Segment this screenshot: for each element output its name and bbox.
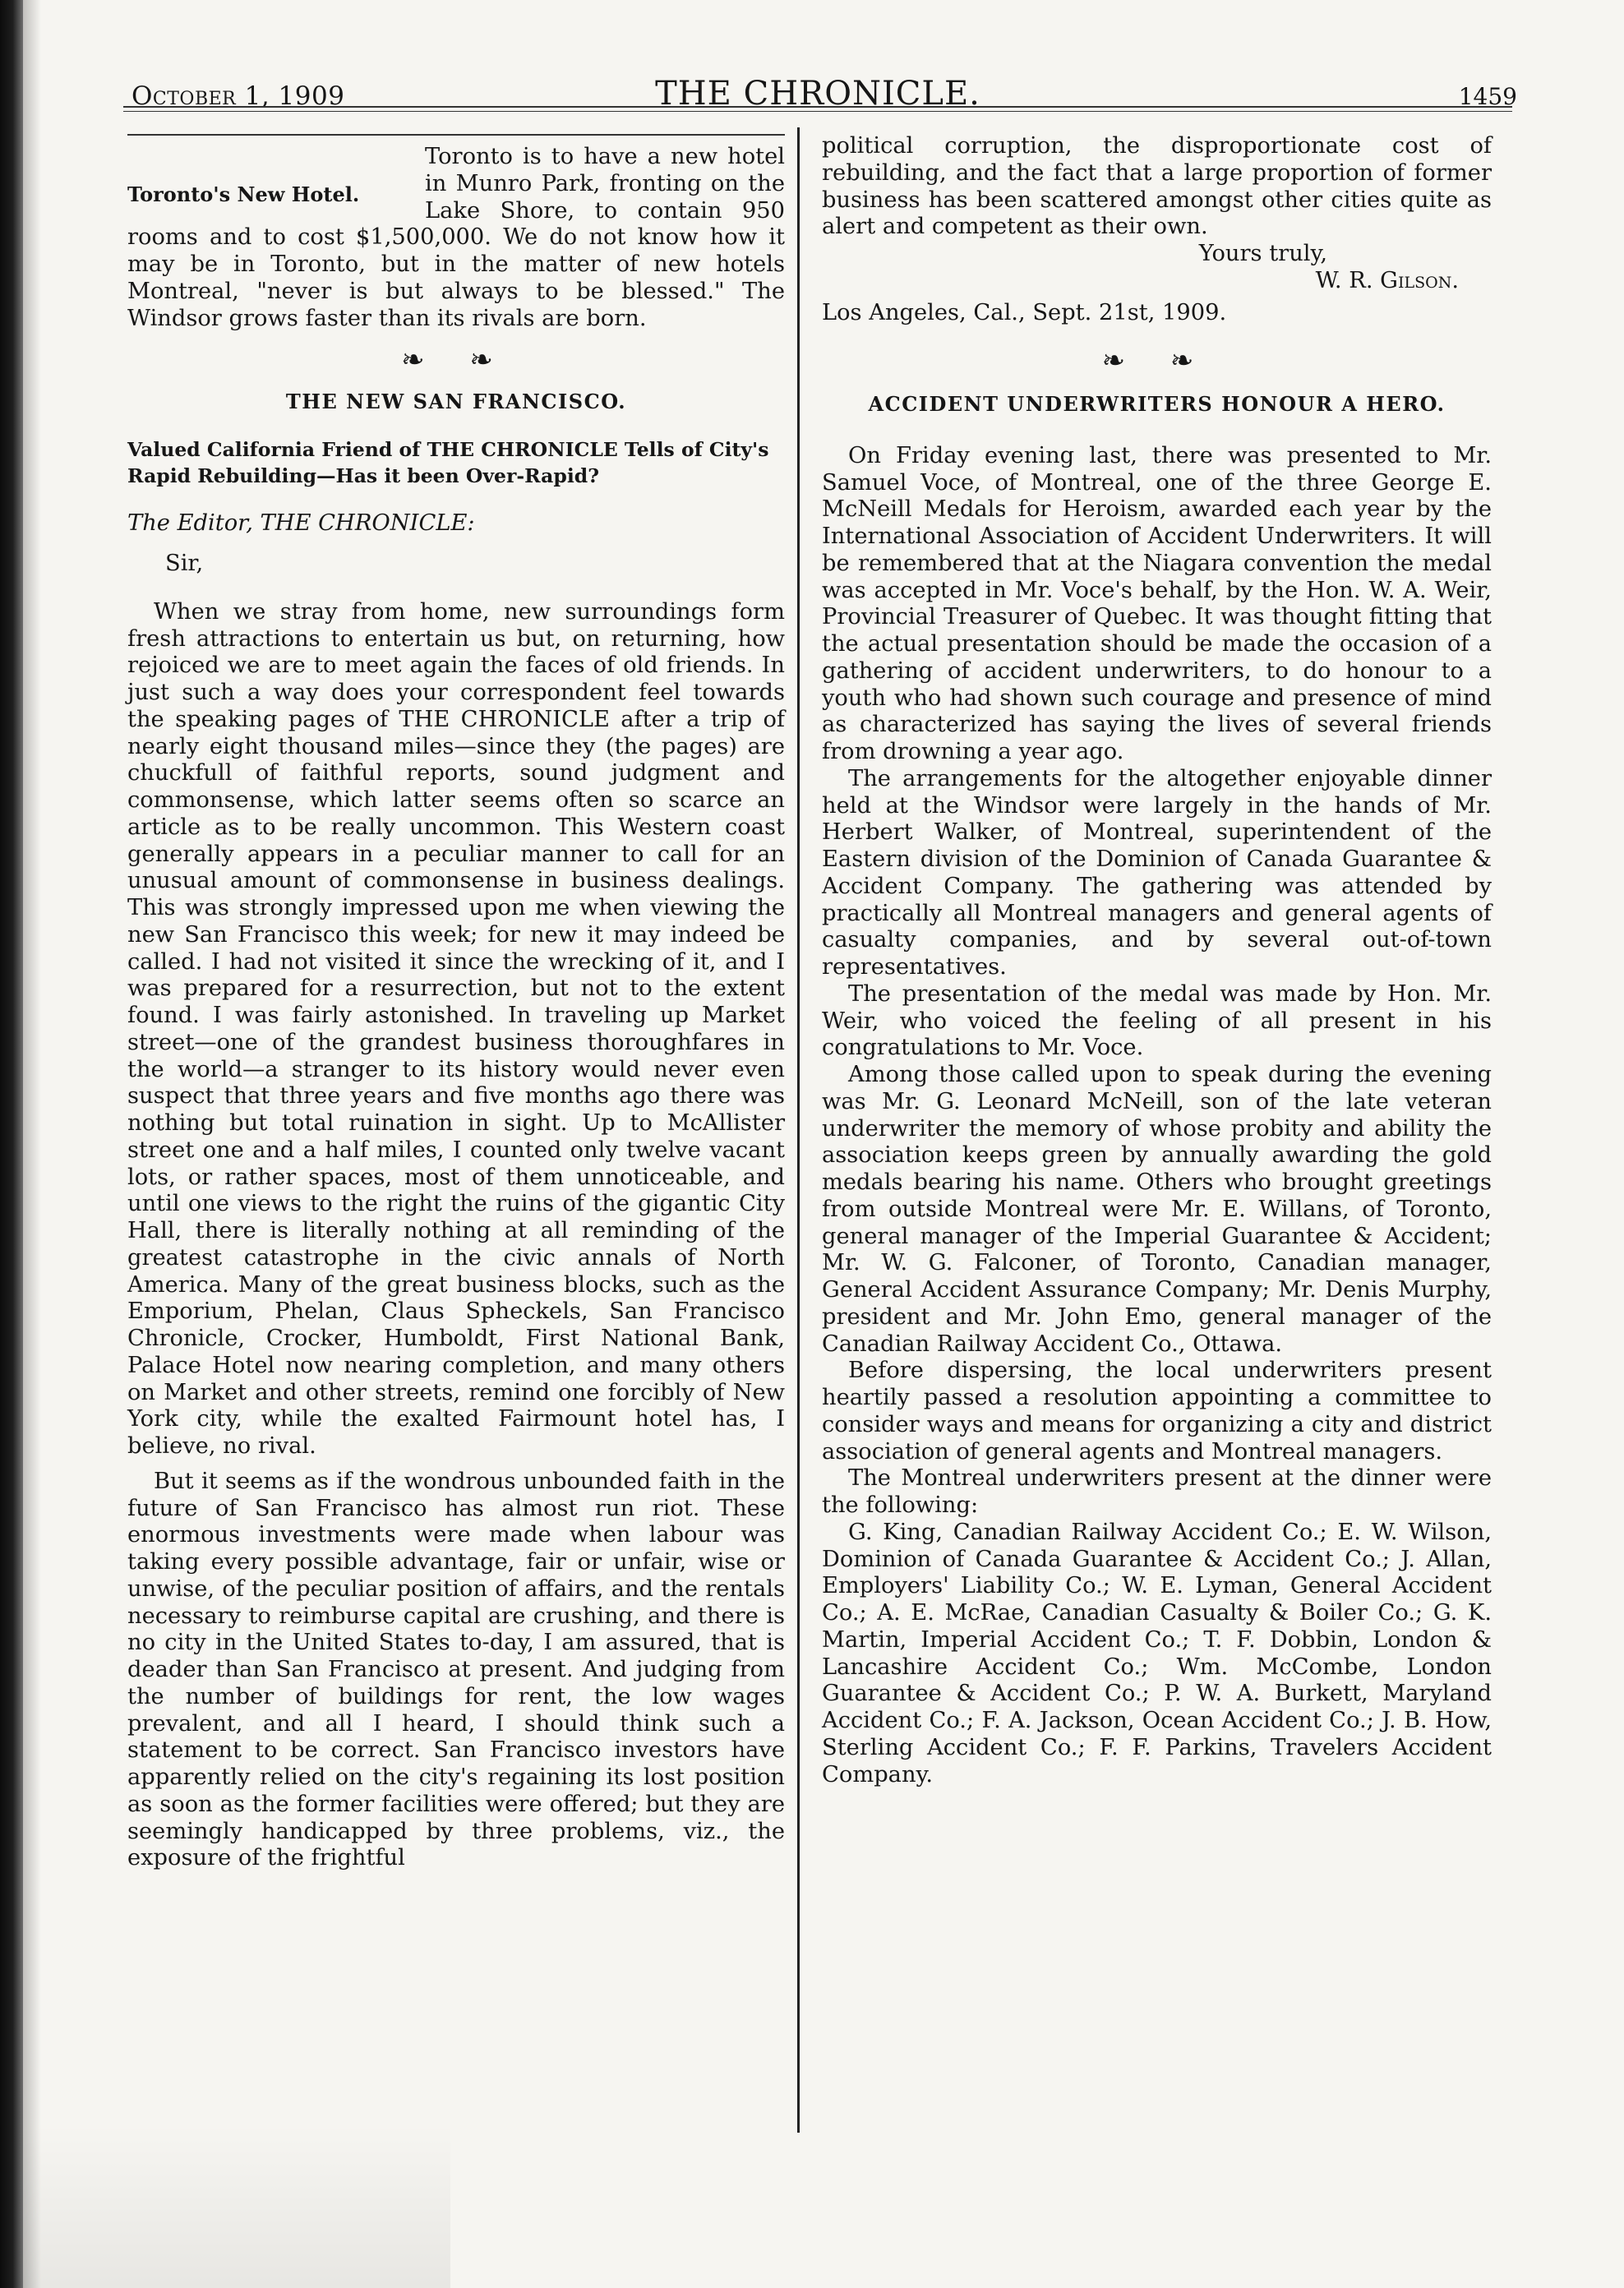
underwriters-paragraph-4: Among those called upon to speak during the evening was Mr. G. Leonard McNeill, son of the late veteran underwriter the memory of whose probity and ability the association keeps green by annually awarding the gold medals bearing his name. Others who brought greetings from outside Montreal were Mr. E. Willans, of Toronto, general manager of the Imperial Guarantee & Accident; Mr. W. G. Falconer, of Toronto, Canadian manager, General Accident Assurance Company; Mr. Denis Murphy, president and Mr. John Emo, general manager of the Canadian Railway Accident Co., Ottawa. (822, 1062, 1492, 1357)
toronto-hotel-paragraph: Toronto is to have a new hotel in Munro Park, fronting on the Lake Shore, to contain 950 rooms and to cost $1,500,000. We do not know how it may be in Toronto, but in the matter of new hotels Montreal, "never is but always to be blessed." The Windsor grows faster than its rivals are born. (127, 144, 785, 331)
underwriters-paragraph-6: The Montreal underwriters present at the dinner were the following: (822, 1465, 1492, 1519)
letter-signature: W. R. Gilson. (1315, 267, 1459, 293)
letter-sir: Sir, (165, 551, 204, 577)
section-ornament: ❧ ❧ (401, 344, 511, 377)
letter-continuation: political corruption, the disproportionate cost of rebuilding, and the fact that a large proportion of former business has been scattered amongst other cities quite as alert and competent as their own. (822, 133, 1492, 240)
underwriters-paragraph-5: Before dispersing, the local underwriters present heartily passed a resolution appointing a committee to consider ways and means for organizing a city and district association of general agents and Montreal managers. (822, 1358, 1492, 1465)
article-heading-underwriters: ACCIDENT UNDERWRITERS HONOUR A HERO. (868, 392, 1446, 417)
left-column (127, 144, 785, 1872)
header-page-number: 1459 (1458, 83, 1517, 110)
article-heading-san-francisco: THE NEW SAN FRANCISCO. (285, 390, 627, 414)
newspaper-page (123, 45, 1517, 2198)
header-title: THE CHRONICLE. (655, 75, 980, 113)
page-header (123, 62, 1517, 113)
right-column (822, 133, 1492, 1788)
column-divider (797, 127, 800, 2133)
letter-paragraph-1: When we stray from home, new surroundings form fresh attractions to entertain us but, on returning, how rejoiced we are to meet again the faces of old friends. In just such a way does your correspondent feel towards the speaking pages of THE CHRONICLE after a trip of nearly eight thousand miles—since they (the pages) are chuckfull of faithful reports, sound judgment and commonsense, which latter seems often so scarce an article as to be really uncommon. This Western coast generally appears in a peculiar manner to call for an unusual amount of commonsense in business dealings. This was strongly impressed upon me when viewing the new San Francisco this week; for new it may indeed be called. I had not visited it since the wrecking of it, and I was prepared for a resurrection, but not to the extent found. I was fairly astonished. In traveling up Market street—one of the grandest business thoroughfares in the world—a stranger to its history would never even suspect that three years and five months ago there was nothing but total ruination in sight. Up to McAllister street one and a half miles, I counted only twelve vacant lots, or rather spaces, most of them unnoticeable, and until one views to the right the ruins of the gigantic City Hall, there is literally nothing at all reminding of the greatest catastrophe in the civic annals of North America. Many of the great business blocks, such as the Emporium, Phelan, Claus Spheckels, San Francisco Chronicle, Crocker, Humboldt, First National Bank, Palace Hotel now nearing completion, and many others on Market and other streets, remind one forcibly of New York city, while the exalted Fairmount hotel has, I believe, no rival. (127, 598, 785, 1460)
underwriters-paragraph-3: The presentation of the medal was made by Hon. Mr. Weir, who voiced the feeling of all present in his congratulations to Mr. Voce. (822, 980, 1492, 1061)
underwriters-paragraph-1: On Friday evening last, there was presented to Mr. Samuel Voce, of Montreal, one of the three George E. McNeill Medals for Heroism, awarded each year by the International Association of Accident Underwriters. It will be remembered that at the Niagara convention the medal was accepted in Mr. Voce's behalf, by the Hon. W. A. Weir, Provincial Treasurer of Quebec. It was thought fitting that the actual presentation should be made the occasion of a gathering of accident underwriters, to do honour to a youth who had shown such courage and presence of mind as characterized has saying the lives of several friends from drowning a year ago. (822, 442, 1492, 765)
letter-place-date: Los Angeles, Cal., Sept. 21st, 1909. (822, 299, 1227, 325)
letter-paragraph-2: But it seems as if the wondrous unbounded faith in the future of San Francisco has almost run riot. These enormous investments were made when labour was taking every possible advantage, fair or unfair, wise or unwise, of the peculiar position of affairs, and the rentals necessary to reimburse capital are crushing, and there is no city in the United States to-day, I am assured, that is deader than San Francisco at present. And judging from the number of buildings for rent, the low wages prevalent, and all I heard, I should think such a statement to be correct. San Francisco investors have apparently relied on the city's regaining its lost position as soon as the former facilities were offered; but they are seemingly handicapped by three problems, viz., the exposure of the frightful (127, 1468, 785, 1871)
letter-salutation: The Editor, THE CHRONICLE: (127, 510, 475, 537)
book-spine (0, 0, 23, 2288)
letter-closing: Yours truly, (1198, 241, 1327, 266)
underwriters-paragraph-2: The arrangements for the altogether enjoyable dinner held at the Windsor were largely in the hands of Mr. Herbert Walker, of Montreal, superintendent of the Eastern division of the Dominion of Canada Guarantee & Accident Company. The gathering was attended by practically all Montreal managers and general agents of casualty companies, and by several out-of-town representatives. (822, 765, 1492, 980)
section-ornament-right: ❧ ❧ (1101, 344, 1212, 378)
article-subheading: Valued California Friend of THE CHRONICLE Tells of City's Rapid Rebuilding—Has it been Over-Rapid? (127, 437, 769, 487)
header-date: October 1, 1909 (131, 81, 345, 111)
header-rule-bottom (123, 111, 1512, 112)
toronto-side-heading: Toronto's New Hotel. (127, 182, 360, 206)
header-rule-top (123, 106, 1512, 108)
gutter-shadow (23, 0, 41, 2288)
left-column-top-rule (127, 134, 785, 136)
attendees-list: G. King, Canadian Railway Accident Co.; E. W. Wilson, Dominion of Canada Guarantee & Accident Co.; J. Allan, Employers' Liability Co.; W. E. Lyman, General Accident Co.; A. E. McRae, Canadian Casualty & Boiler Co.; G. K. Martin, Imperial Accident Co.; T. F. Dobbin, London & Lancashire Accident Co.; Wm. McCombe, London Guarantee & Accident Co.; P. W. A. Burkett, Maryland Accident Co.; F. A. Jackson, Ocean Accident Co.; J. B. How, Sterling Accident Co.; F. F. Parkins, Travelers Accident Company. (822, 1519, 1492, 1788)
